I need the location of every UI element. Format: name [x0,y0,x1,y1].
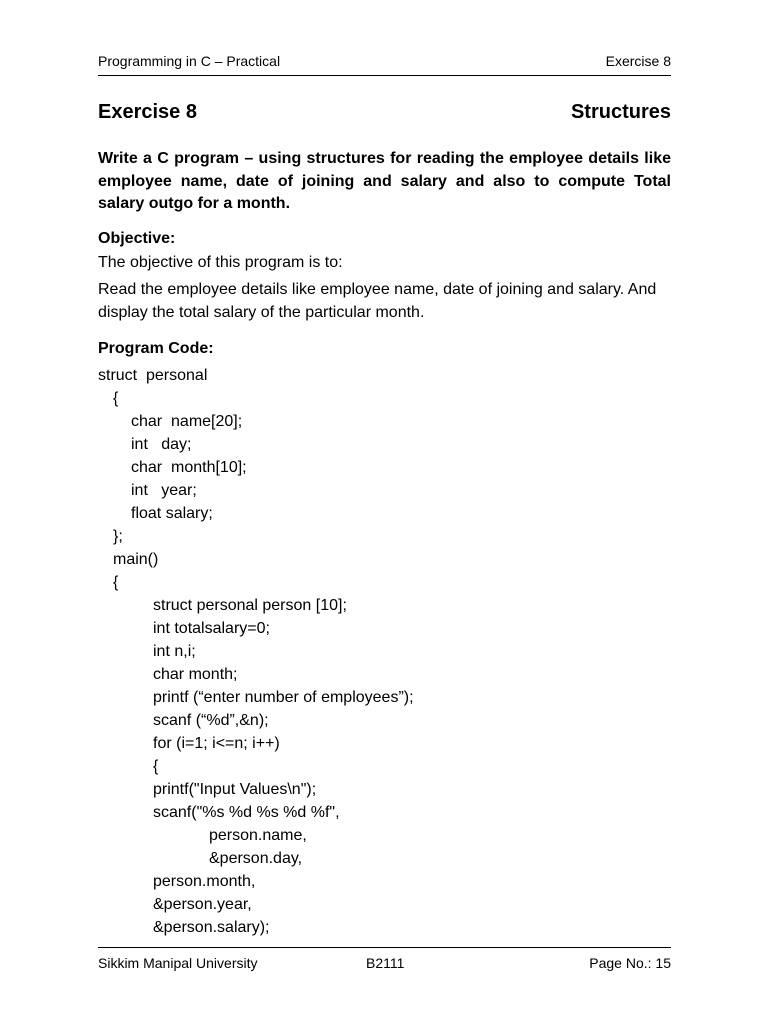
exercise-question: Write a C program – using structures for reading the employee details like employee name, date of joining and salary and also to compute Total salary outgo for a month. [98,150,671,212]
code-line: scanf (“%d”,&n); [153,712,269,729]
code-line: struct personal person [10]; [153,597,347,614]
exercise-title-row [98,101,671,127]
objective-body: Read the employee details like employee name, date of joining and salary. And display the total salary of the particular month. [98,281,657,321]
code-line: int n,i; [153,643,196,660]
code-line: &person.salary); [153,919,270,936]
code-line: }; [113,528,123,545]
objective-heading: Objective: [98,230,176,247]
code-line: { [113,390,119,407]
code-line: main() [113,551,159,568]
page-header [98,53,671,76]
code-line: int year; [131,482,197,499]
footer-course-code: B2111 [366,955,405,971]
header-exercise-label: Exercise 8 [605,53,671,69]
code-line: char name[20]; [131,413,243,430]
code-line: scanf("%s %d %s %d %f", [153,804,340,821]
code-line: int totalsalary=0; [153,620,270,637]
code-line: float salary; [131,505,213,522]
code-line: &person.year, [153,896,252,913]
code-line: printf (“enter number of employees”); [153,689,414,706]
page-footer [98,947,671,972]
exercise-topic: Structures [570,101,671,123]
code-line: char month[10]; [131,459,247,476]
code-line: char month; [153,666,238,683]
code-line: int day; [131,436,192,453]
code-line: &person.day, [209,850,303,867]
code-line: struct personal [98,367,208,384]
exercise-title: Exercise 8 [98,101,197,123]
program-code-heading: Program Code: [98,340,214,357]
code-line: { [153,758,159,775]
footer-page-number: Page No.: 15 [589,955,671,971]
code-line: person.month, [153,873,256,890]
header-course-title: Programming in C – Practical [98,53,281,69]
code-line: for (i=1; i<=n; i++) [153,735,280,752]
footer-university: Sikkim Manipal University [98,955,258,971]
code-line: printf("Input Values\n"); [153,781,317,798]
code-line: { [113,574,119,591]
objective-intro: The objective of this program is to: [98,254,343,271]
code-line: person.name, [209,827,307,844]
